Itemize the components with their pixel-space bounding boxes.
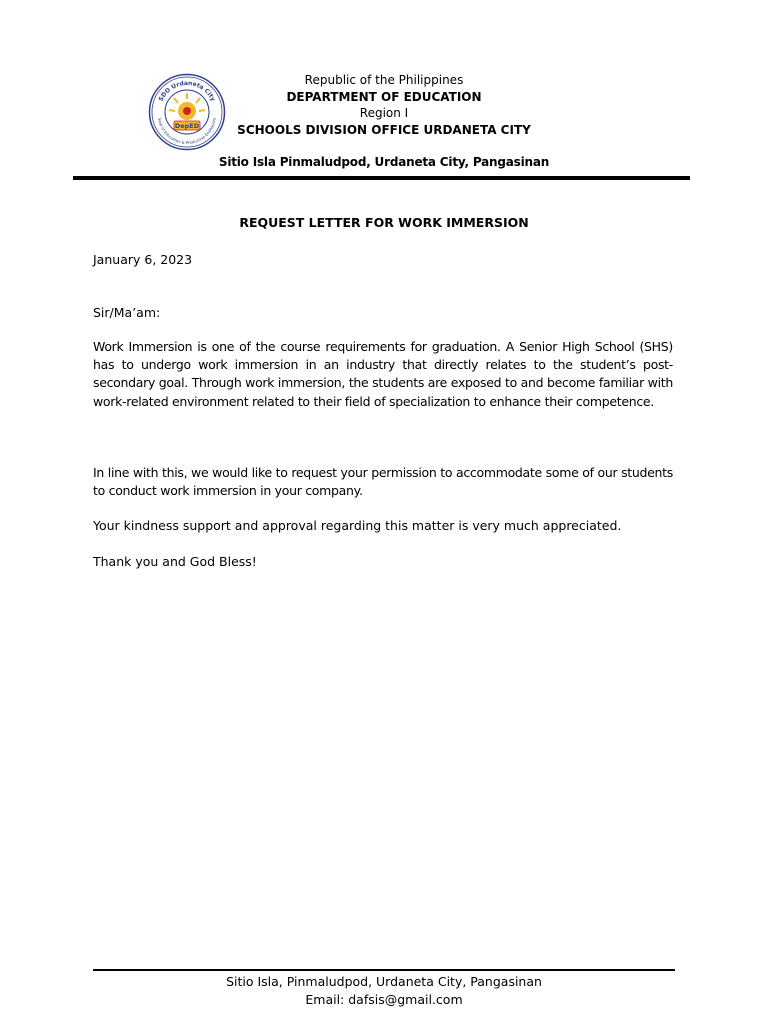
- footer-divider: [93, 969, 675, 971]
- letter-paragraph-3: Your kindness support and approval regarding this matter is very much appreciated.: [93, 518, 622, 533]
- seal-top-text: SDO Urdaneta City: [157, 79, 217, 103]
- letter-date: January 6, 2023: [93, 252, 193, 267]
- header-divider: [73, 176, 690, 180]
- letterhead: [0, 72, 768, 138]
- footer: [0, 973, 768, 1009]
- letter-salutation: Sir/Ma’am:: [93, 305, 161, 320]
- seal-badge-text: DepED: [174, 122, 200, 130]
- footer-email: Email: dafsis@gmail.com: [305, 992, 463, 1007]
- letter-closing: Thank you and God Bless!: [93, 554, 257, 569]
- letterhead-region: Region I: [359, 106, 409, 120]
- seal-bottom-text: Seat of Education & Productive Endeavors: [157, 117, 217, 146]
- letterhead-division: SCHOOLS DIVISION OFFICE URDANETA CITY: [237, 122, 531, 137]
- letterhead-address: Sitio Isla Pinmaludpod, Urdaneta City, Pangasinan: [218, 155, 550, 169]
- letter-title: REQUEST LETTER FOR WORK IMMERSION: [239, 215, 529, 230]
- letterhead-country: Republic of the Philippines: [304, 73, 464, 87]
- letter-paragraph-1: Work Immersion is one of the course requirements for graduation. A Senior High School (SHS) has to undergo work immersion in an industry that directly relates to the student’s post-secondary goal. Through work immersion, the students are exposed to and become familiar with work-related environment related to their field of specialization to enhance their competence.: [93, 339, 673, 409]
- letterhead-department: DEPARTMENT OF EDUCATION: [286, 89, 482, 104]
- letter-paragraph-2: In line with this, we would like to request your permission to accommodate some of our students to conduct work immersion in your company.: [93, 465, 673, 499]
- footer-address: Sitio Isla, Pinmaludpod, Urdaneta City, Pangasinan: [226, 974, 542, 989]
